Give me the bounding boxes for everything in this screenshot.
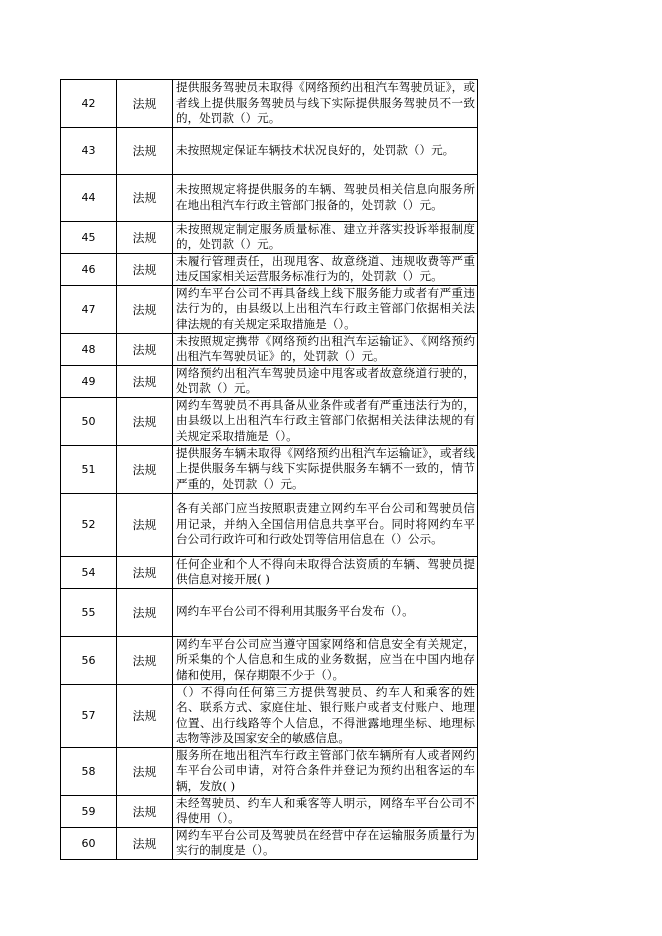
question-number-cell: 56	[61, 636, 117, 684]
table-row	[61, 253, 478, 285]
table-row	[61, 827, 478, 859]
question-text-cell: 任何企业和个人不得向未取得合法资质的车辆、驾驶员提供信息对接开展( )	[173, 556, 478, 588]
table-row	[61, 747, 478, 795]
table-row	[61, 285, 478, 333]
question-number-cell: 42	[61, 80, 117, 128]
question-category-cell: 法规	[117, 588, 173, 636]
question-category-cell: 法规	[117, 445, 173, 493]
question-number-cell: 60	[61, 827, 117, 859]
question-number-cell: 58	[61, 747, 117, 795]
question-category-cell: 法规	[117, 795, 173, 827]
question-category-cell: 法规	[117, 556, 173, 588]
question-number-cell: 51	[61, 445, 117, 493]
table-row	[61, 556, 478, 588]
table-row	[61, 636, 478, 684]
question-text-cell: 网络预约出租汽车驾驶员途中甩客或者故意绕道行驶的，处罚款（）元。	[173, 365, 478, 397]
question-number-cell: 48	[61, 333, 117, 365]
table-row	[61, 333, 478, 365]
table-row	[61, 127, 478, 174]
question-category-cell: 法规	[117, 397, 173, 445]
question-number-cell: 52	[61, 493, 117, 556]
table-row	[61, 445, 478, 493]
table-row	[61, 397, 478, 445]
question-number-cell: 49	[61, 365, 117, 397]
question-number-cell: 47	[61, 285, 117, 333]
question-category-cell: 法规	[117, 333, 173, 365]
table-row	[61, 493, 478, 556]
question-text-cell: 提供服务驾驶员未取得《网络预约出租汽车驾驶员证》，或者线上提供服务驾驶员与线下实际提供服务驾驶员不一致的，处罚款（）元。	[173, 80, 478, 128]
question-text-cell: 服务所在地出租汽车行政主管部门依车辆所有人或者网约车平台公司申请，对符合条件并登记为预约出租客运的车辆，发放( )	[173, 747, 478, 795]
question-text-cell: 网约车平台公司应当遵守国家网络和信息安全有关规定，所采集的个人信息和生成的业务数据，应当在中国内地存储和使用，保存期限不少于（）。	[173, 636, 478, 684]
question-number-cell: 57	[61, 684, 117, 747]
table-row	[61, 795, 478, 827]
question-number-cell: 44	[61, 174, 117, 221]
table-row	[61, 365, 478, 397]
question-text-cell: 各有关部门应当按照职责建立网约车平台公司和驾驶员信用记录，并纳入全国信用信息共享平台。同时将网约车平台公司行政许可和行政处罚等信用信息在（）公示。	[173, 493, 478, 556]
question-category-cell: 法规	[117, 80, 173, 128]
question-category-cell: 法规	[117, 253, 173, 285]
table-row	[61, 588, 478, 636]
question-number-cell: 59	[61, 795, 117, 827]
question-text-cell: 提供服务车辆未取得《网络预约出租汽车运输证》，或者线上提供服务车辆与线下实际提供服务车辆不一致的，情节严重的，处罚款（）元。	[173, 445, 478, 493]
table-row	[61, 221, 478, 253]
question-number-cell: 46	[61, 253, 117, 285]
question-text-cell: 网约车驾驶员不再具备从业条件或者有严重违法行为的，由县级以上出租汽车行政主管部门依据相关法律法规的有关规定采取措施是（）。	[173, 397, 478, 445]
question-text-cell: 未按照规定保证车辆技术状况良好的，处罚款（）元。	[173, 127, 478, 174]
question-category-cell: 法规	[117, 684, 173, 747]
question-category-cell: 法规	[117, 827, 173, 859]
question-number-cell: 43	[61, 127, 117, 174]
question-text-cell: 网约车平台公司不得利用其服务平台发布（）。	[173, 588, 478, 636]
question-category-cell: 法规	[117, 493, 173, 556]
question-category-cell: 法规	[117, 747, 173, 795]
question-category-cell: 法规	[117, 365, 173, 397]
question-number-cell: 54	[61, 556, 117, 588]
question-text-cell: 网约车平台公司及驾驶员在经营中存在运输服务质量行为实行的制度是（）。	[173, 827, 478, 859]
question-number-cell: 55	[61, 588, 117, 636]
question-text-cell: 未按照规定携带《网络预约出租汽车运输证》、《网络预约出租汽车驾驶员证》的，处罚款（）元。	[173, 333, 478, 365]
question-number-cell: 45	[61, 221, 117, 253]
question-table	[60, 79, 478, 860]
question-category-cell: 法规	[117, 636, 173, 684]
question-category-cell: 法规	[117, 221, 173, 253]
table-row	[61, 80, 478, 128]
question-text-cell: 未按照规定将提供服务的车辆、驾驶员相关信息向服务所在地出租汽车行政主管部门报备的，处罚款（）元。	[173, 174, 478, 221]
question-category-cell: 法规	[117, 285, 173, 333]
table-row	[61, 174, 478, 221]
question-category-cell: 法规	[117, 174, 173, 221]
question-text-cell: 未经驾驶员、约车人和乘客等人明示，网络车平台公司不得使用（）。	[173, 795, 478, 827]
question-text-cell: 未履行管理责任，出现甩客、故意绕道、违规收费等严重违反国家相关运营服务标准行为的，处罚款（）元。	[173, 253, 478, 285]
question-text-cell: 未按照规定制定服务质量标准、建立并落实投诉举报制度的，处罚款（）元。	[173, 221, 478, 253]
question-text-cell: 网约车平台公司不再具备线上线下服务能力或者有严重违法行为的，由县级以上出租汽车行政主管部门依据相关法律法规的有关规定采取措施是（）。	[173, 285, 478, 333]
question-number-cell: 50	[61, 397, 117, 445]
table-row	[61, 684, 478, 747]
question-category-cell: 法规	[117, 127, 173, 174]
question-text-cell: （）不得向任何第三方提供驾驶员、约车人和乘客的姓名、联系方式、家庭住址、银行账户或者支付账户、地理位置、出行线路等个人信息，不得泄露地理坐标、地理标志物等涉及国家安全的敏感信息。	[173, 684, 478, 747]
